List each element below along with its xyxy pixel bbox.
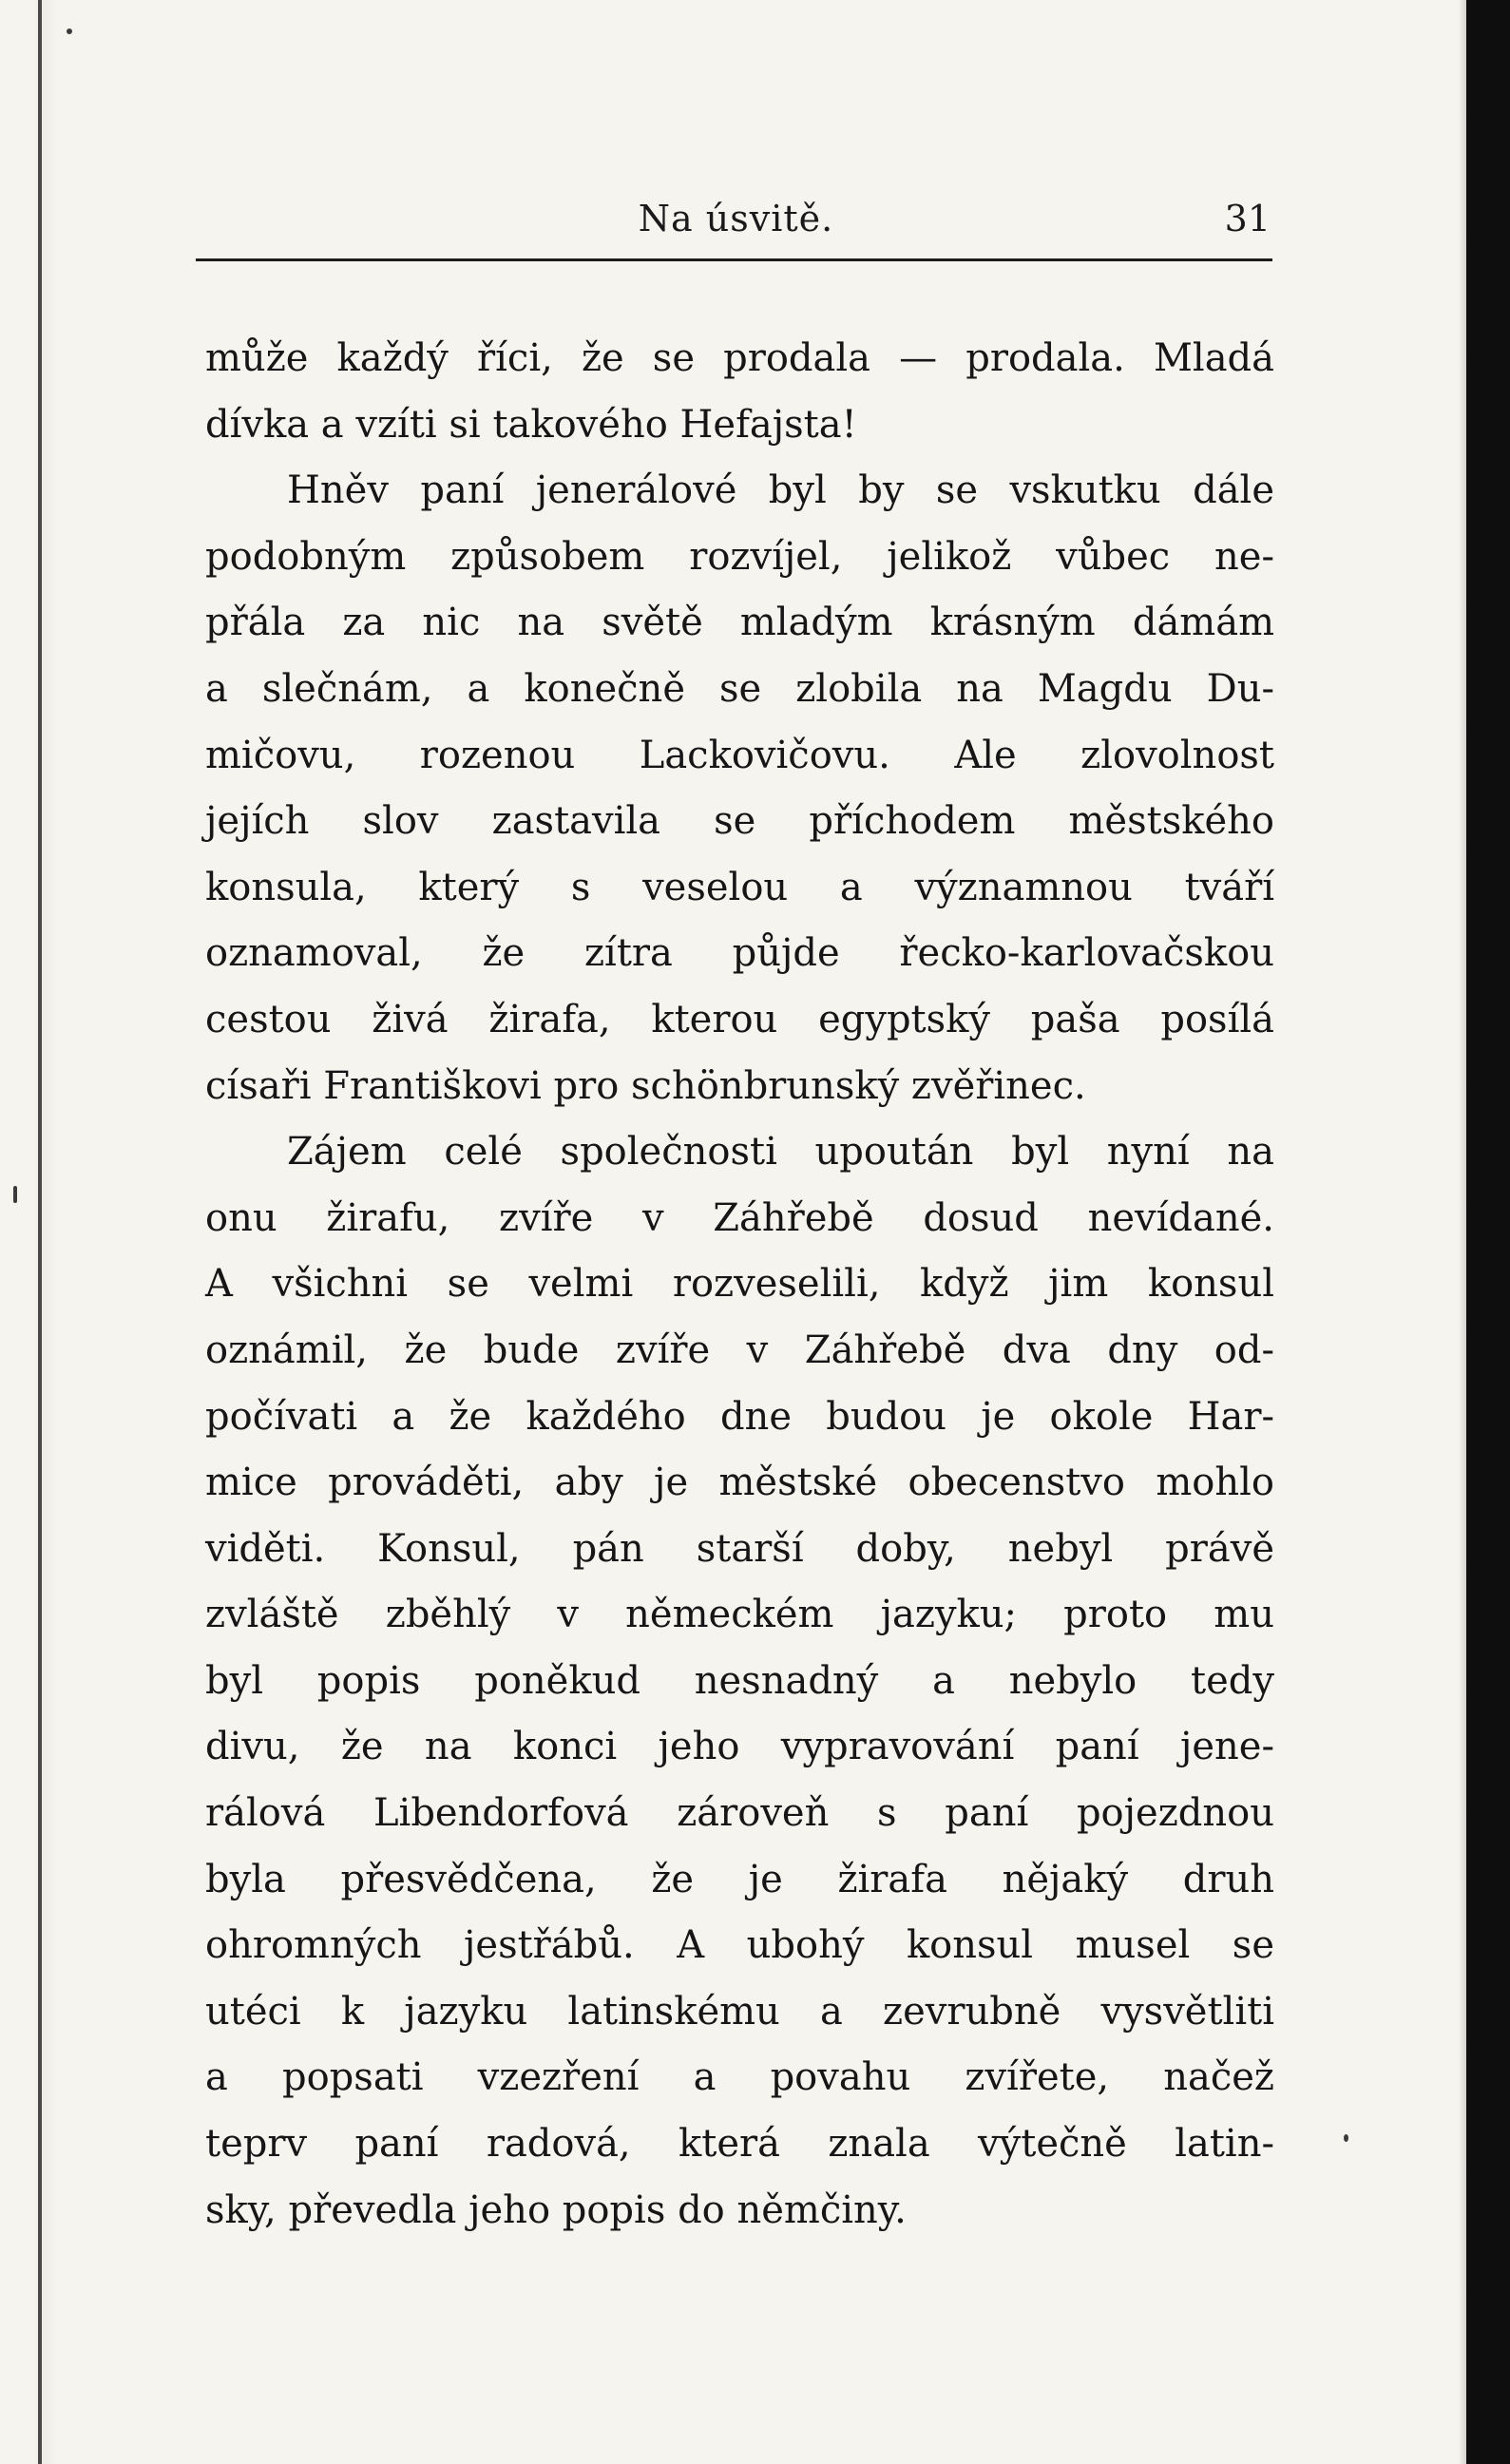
text-line: byla přesvědčena, že je žirafa nějaký druh [205, 1857, 1274, 1901]
running-title: Na úsvitě. [638, 198, 834, 239]
text-line: sky, převedla jeho popis do němčiny. [205, 2187, 907, 2232]
text-line: divu, že na konci jeho vypravování paní jene- [205, 1725, 1274, 1769]
text-line: byl popis poněkud nesnadný a nebylo tedy [205, 1658, 1274, 1703]
text-line: utéci k jazyku latinskému a zevrubně vysvětliti [205, 1989, 1274, 2034]
text-line: oznámil, že bude zvíře v Záhřebě dva dny od- [205, 1328, 1274, 1372]
header-rule [196, 258, 1272, 261]
text-line: oznamoval, že zítra půjde řecko-karlovačskou [205, 931, 1274, 976]
text-line: Hněv paní jenerálové byl by se vskutku dále [287, 468, 1274, 513]
text-line: dívka a vzíti si takového Hefajsta! [205, 402, 857, 447]
text-line: a popsati vzezření a povahu zvířete, načež [205, 2055, 1274, 2100]
text-line: Zájem celé společnosti upoután byl nyní na [287, 1130, 1274, 1175]
text-line: zvláště zběhlý v německém jazyku; proto mu [205, 1593, 1274, 1637]
scan-speck [1344, 2134, 1348, 2142]
text-line: viděti. Konsul, pán starší doby, nebyl právě [205, 1526, 1274, 1571]
text-line: císaři Františkovi pro schönbrunský zvěřinec. [205, 1063, 1086, 1108]
text-line: ohromných jestřábů. A ubohý konsul musel se [205, 1923, 1274, 1968]
text-line: může každý říci, že se prodala — prodala. Mladá [205, 336, 1274, 380]
page-edge-shading [1459, 0, 1466, 2464]
text-line: teprv paní radová, která znala výtečně latin- [205, 2122, 1274, 2167]
text-line: rálová Libendorfová zároveň s paní pojezdnou [205, 1791, 1274, 1836]
text-line: jejích slov zastavila se příchodem městského [205, 799, 1274, 844]
gutter-shadow-line [38, 0, 42, 2464]
text-line: mice prováděti, aby je městské obecenstvo mohlo [205, 1461, 1274, 1505]
binding-edge [1466, 0, 1510, 2464]
page-number: 31 [1224, 198, 1271, 239]
text-line: cestou živá žirafa, kterou egyptský paša posílá [205, 997, 1274, 1041]
text-line: a slečnám, a konečně se zlobila na Magdu Du- [205, 666, 1274, 711]
text-line: přála za nic na světě mladým krásným dámám [205, 601, 1274, 645]
text-line: podobným způsobem rozvíjel, jelikož vůbec ne- [205, 534, 1274, 579]
text-line: počívati a že každého dne budou je okole Har- [205, 1394, 1274, 1439]
body-text [205, 326, 1274, 2244]
page-gutter [0, 0, 57, 2464]
text-line: konsula, který s veselou a významnou tváří [205, 865, 1274, 909]
text-line: A všichni se velmi rozveselili, když jim konsul [205, 1262, 1274, 1307]
scan-speck [13, 1186, 17, 1203]
text-line: onu žirafu, zvíře v Záhřebě dosud nevídané. [205, 1195, 1274, 1240]
scan-speck [67, 29, 72, 34]
text-line: mičovu, rozenou Lackovičovu. Ale zlovolnost [205, 733, 1274, 777]
page-header [201, 198, 1271, 255]
